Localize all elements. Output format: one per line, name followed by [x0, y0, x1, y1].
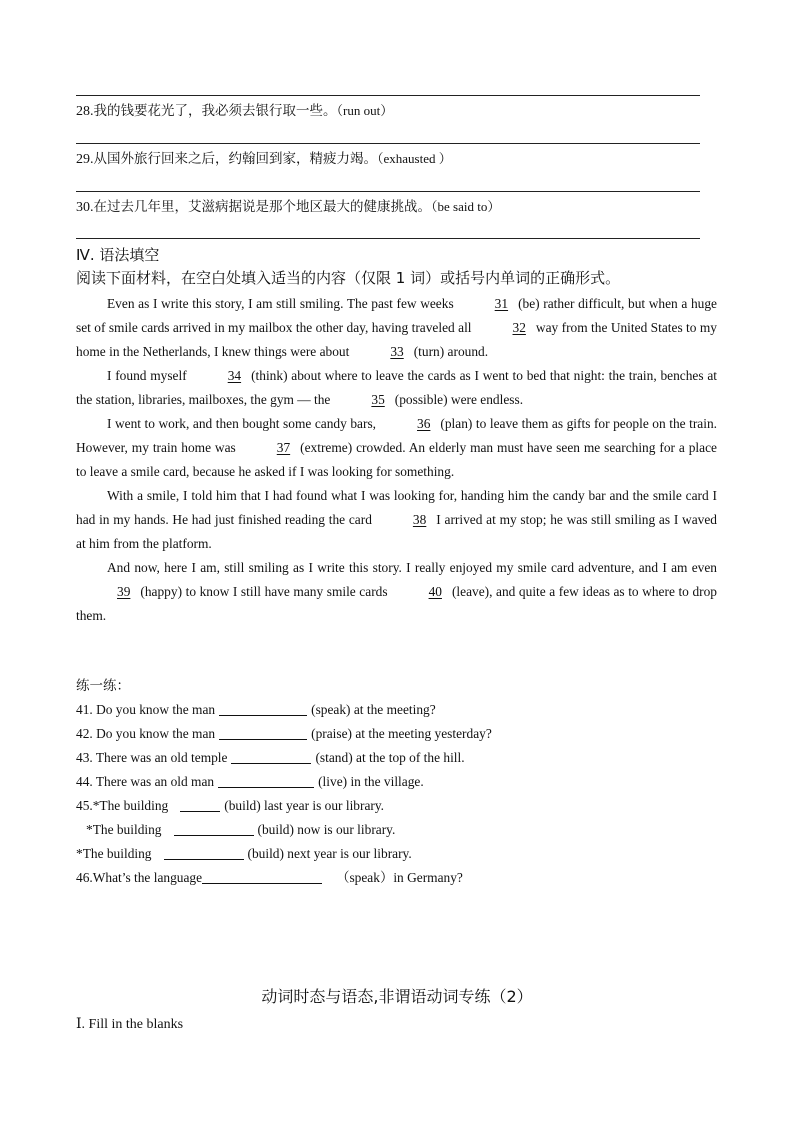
blank-35[interactable]: 35	[371, 392, 385, 407]
item-text: 46.What’s the language	[76, 870, 203, 885]
practice-item-45b	[86, 820, 395, 840]
blank-37[interactable]: 37	[276, 440, 291, 455]
translation-item-28	[76, 102, 393, 121]
answer-blank[interactable]	[231, 750, 311, 764]
practice-item-45c	[76, 844, 412, 864]
translation-item-29	[76, 150, 452, 169]
item-text: 44. There was an old man	[76, 774, 215, 789]
item-number: 29.	[76, 152, 94, 167]
practice-item-42	[76, 724, 492, 744]
chinese-sentence: 我的钱要花光了，我必须去银行取一些。	[93, 103, 337, 119]
item-text: （speak）in Germany?	[336, 870, 463, 885]
practice-item-41	[76, 700, 436, 720]
item-number: 28.	[76, 104, 94, 119]
item-text: *The building	[86, 822, 162, 837]
paragraph-4	[76, 484, 717, 556]
paragraph-5	[76, 556, 717, 628]
text-run: (be) rather difficult, but when a huge set of smile cards arrived in my mailbox the other day, having traveled all	[76, 296, 717, 335]
item-text: (build) now is our library.	[257, 822, 396, 837]
blank-39[interactable]: 39	[117, 584, 131, 599]
item-text: 42. Do you know the man	[76, 726, 216, 741]
item-text: 43. There was an old temple	[76, 750, 228, 765]
practice-title: 练一练：	[76, 678, 130, 694]
answer-line	[76, 95, 700, 96]
text-run: (extreme) crowded. An elderly man must have seen me searching for a place to leave a smile card, because he asked if I was looking for something.	[76, 440, 717, 479]
blank-32[interactable]: 32	[512, 320, 526, 335]
section-title: Ⅳ. 语法填空	[76, 246, 160, 264]
answer-line	[76, 191, 700, 192]
text-run: I went to work, and then bought some candy bars,	[107, 416, 377, 431]
practice-item-44	[76, 772, 424, 792]
text-run: (leave), and quite a few ideas as to where to drop them.	[76, 584, 717, 623]
item-text: (build) next year is our library.	[247, 846, 412, 861]
keyword-hint: （exhausted ）	[377, 151, 452, 166]
paragraph-3	[76, 412, 717, 484]
item-number: 30.	[76, 200, 94, 215]
keyword-hint: （run out）	[336, 103, 394, 118]
answer-blank[interactable]	[180, 798, 220, 812]
text-run: And now, here I am, still smiling as I write this story. I really enjoyed my smile card adventure, and I am even	[107, 560, 717, 575]
blank-38[interactable]: 38	[412, 512, 427, 527]
section-heading: 动词时态与语态,非谓语动词专练（2）	[261, 987, 533, 1006]
answer-blank[interactable]	[174, 822, 254, 836]
item-text: (live) in the village.	[318, 774, 424, 789]
text-run: (turn) around.	[413, 344, 489, 359]
answer-blank[interactable]	[202, 870, 322, 884]
blank-40[interactable]: 40	[428, 584, 442, 599]
blank-31[interactable]: 31	[494, 296, 509, 311]
item-text: (stand) at the top of the hill.	[315, 750, 465, 765]
text-run: (happy) to know I still have many smile cards	[140, 584, 388, 599]
chinese-sentence: 从国外旅行回来之后，约翰回到家，精疲力竭。	[93, 151, 377, 167]
text-run: way from the United States to my home in the Netherlands, I knew things were about	[76, 320, 717, 359]
blank-34[interactable]: 34	[227, 368, 242, 383]
answer-line	[76, 143, 700, 144]
blank-36[interactable]: 36	[417, 416, 431, 431]
text-run: (plan) to leave them as gifts for people on the train. However, my train home was	[76, 416, 717, 455]
text-run: With a smile, I told him that I had found what I was looking for, handing him the candy bar and the smile card I had in my hands. He had just finished reading the card	[76, 488, 717, 527]
blank-33[interactable]: 33	[390, 344, 404, 359]
keyword-hint: （be said to）	[431, 199, 501, 214]
paragraph-2	[76, 364, 717, 412]
item-text: 45.*The building	[76, 798, 169, 813]
answer-blank[interactable]	[164, 846, 244, 860]
item-text: (speak) at the meeting?	[311, 702, 436, 717]
practice-item-45a	[76, 796, 384, 816]
item-text: 41. Do you know the man	[76, 702, 216, 717]
text-run: (possible) were endless.	[394, 392, 524, 407]
answer-line	[76, 238, 700, 239]
item-text: (build) last year is our library.	[224, 798, 385, 813]
section-label: Ⅰ. Fill in the blanks	[76, 1017, 184, 1032]
cloze-passage	[76, 292, 717, 628]
text-run: I found myself	[107, 368, 187, 383]
text-run: I arrived at my stop; he was still smiling as I waved at him from the platform.	[76, 512, 717, 551]
practice-item-46	[76, 868, 463, 888]
answer-blank[interactable]	[218, 774, 314, 788]
paragraph-1	[76, 292, 717, 364]
practice-item-43	[76, 748, 465, 768]
section-instruction: 阅读下面材料，在空白处填入适当的内容（仅限 1 词）或括号内单词的正确形式。	[76, 269, 621, 287]
translation-item-30	[76, 198, 500, 217]
item-text: (praise) at the meeting yesterday?	[311, 726, 492, 741]
answer-blank[interactable]	[219, 702, 307, 716]
text-run: Even as I write this story, I am still smiling. The past few weeks	[107, 296, 454, 311]
item-text: *The building	[76, 846, 152, 861]
answer-blank[interactable]	[219, 726, 307, 740]
chinese-sentence: 在过去几年里，艾滋病据说是那个地区最大的健康挑战。	[93, 199, 431, 215]
text-run: (think) about where to leave the cards as I went to bed that night: the train, benches at the station, libraries, mailboxes, the gym — the	[76, 368, 717, 407]
